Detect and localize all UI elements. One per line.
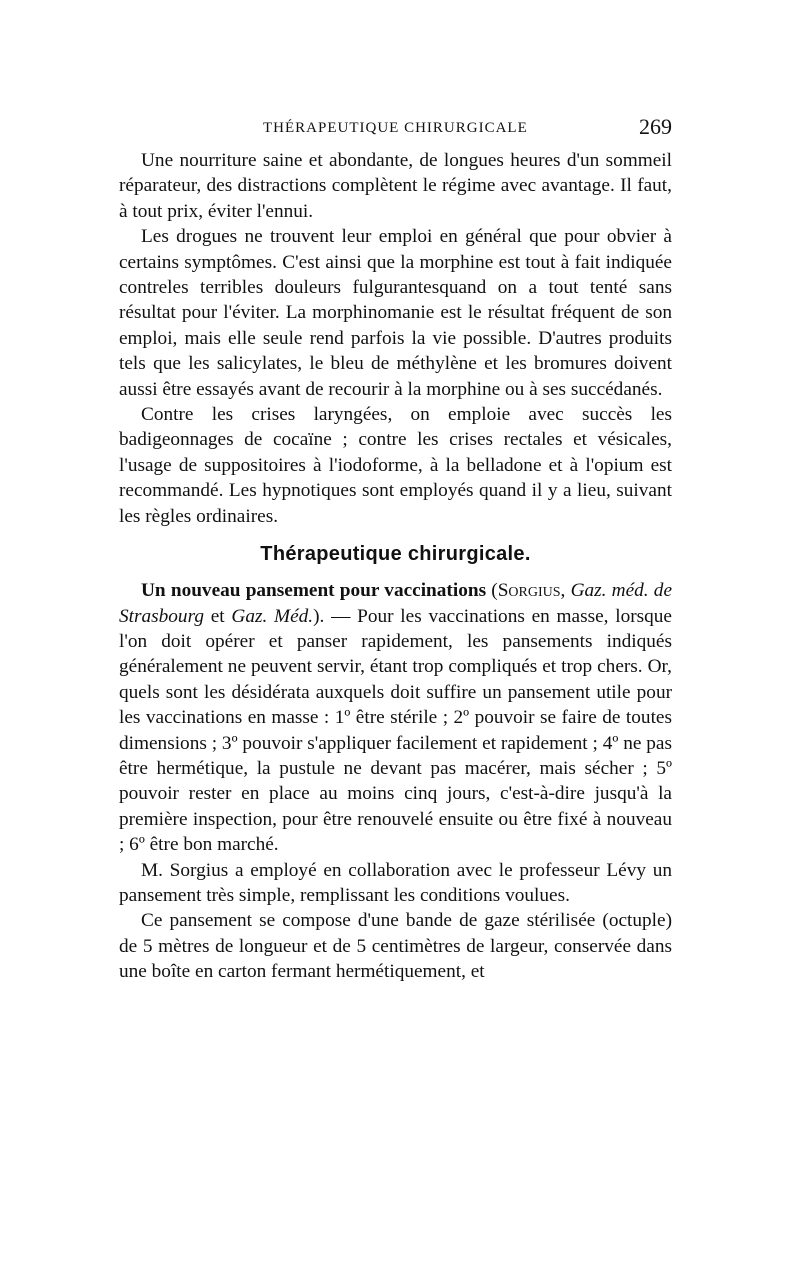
paragraph-drugs: Les drogues ne trouvent leur emploi en général que pour obvier à certains symptômes. C'est ainsi que la morphine est tout à fait indiquée contreles terribles douleurs fulgurantesquand on a tout tenté sans résultat pour l'éviter. La morphinomanie est le résultat fréquent de son emploi, mais elle seule rend parfois la vie possible. D'autres produits tels que les salicylates, le bleu de méthylène et les bromures doivent aussi être essayés avant de recourir à la morphine ou à ses succédanés. [119,226,672,400]
citation-author: Sorgius [497,580,561,602]
paragraph-sorgius: M. Sorgius a employé en collaboration avec le professeur Lévy un pansement très simple, remplissant les conditions voulues. [119,859,672,906]
citation-and: et [204,605,232,627]
article-title: Un nouveau pansement pour vaccinations [141,580,487,602]
paragraph-crises: Contre les crises laryngées, on emploie avec succès les badigeonnages de cocaïne ; contre les crises rectales et vésicales, l'usage de suppositoires à l'iodoforme, à la belladone et à l'opium est recommandé. Les hypnotiques sont employés quand il y a lieu, suivant les règles ordinaires. [119,404,672,527]
article-body: Pour les vaccinations en masse, lorsque l'on doit opérer et panser rapidement, les pansements indiqués généralement ne peuvent servir, étant trop compliqués et trop chers. Or, quels sont les désidérata auxquels doit suffire un pansement utile pour les vaccinations en masse : 1º être stérile ; 2º pouvoir se faire de toutes dimensions ; 3º pouvoir s'appliquer facilement et rapidement ; 4º ne pas être hermétique, la pustule ne devant pas macérer, mais sécher ; 5º pouvoir rester en place au moins cinq jours, c'est-à-dire jusqu'à la première inspection, pour être renouvelé ensuite ou être fixé à nouveau ; 6º être bon marché. [119,605,672,856]
citation-open: ( [486,580,498,602]
citation-sep: , [560,580,571,602]
section-title: Thérapeutique chirurgicale. [260,543,531,566]
paragraph-bandage: Ce pansement se compose d'une bande de gaze stérilisée (octuple) de 5 mètres de longueur et de 5 centimètres de largeur, conservée dans une boîte en carton fermant hermétiquement, et [119,910,672,983]
citation-journal-2: Gaz. Méd. [231,605,314,627]
running-head: THÉRAPEUTIQUE CHIRURGICALE [263,120,528,136]
citation-close: ). — [313,605,358,627]
page-header [119,114,672,148]
paragraph-regimen: Une nourriture saine et abondante, de longues heures d'un sommeil réparateur, des distractions complètent le régime avec avantage. Il faut, à tout prix, éviter l'ennui. [119,150,672,222]
citation-journal-1: Gaz. méd. de Strasbourg [119,580,673,627]
book-page [119,114,673,985]
page-number: 269 [639,114,672,139]
article-paragraph [119,578,672,857]
